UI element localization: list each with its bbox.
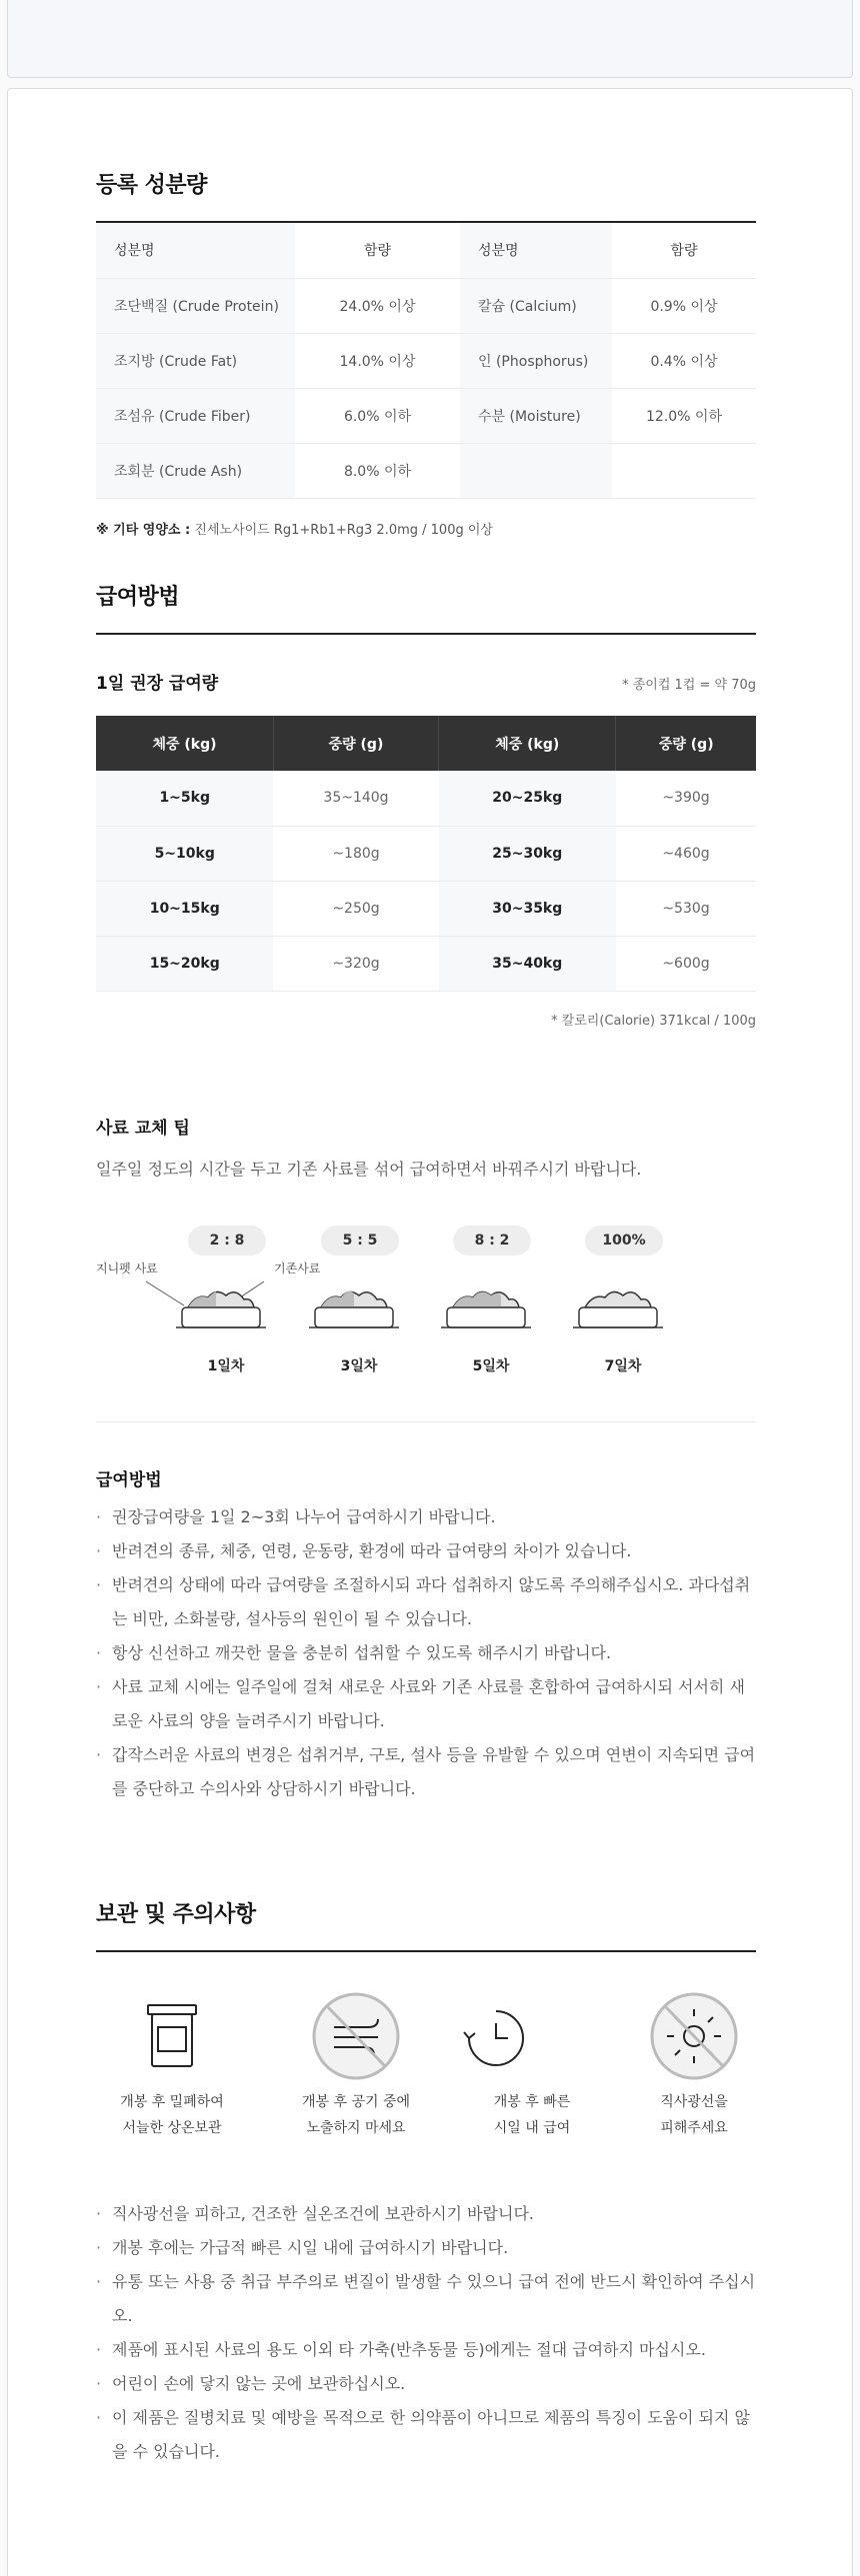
amount-cell: ~320g <box>273 936 438 991</box>
nutrient-value: 14.0% 이상 <box>295 333 460 388</box>
label-line: 노출하지 마세요 <box>306 2120 406 2136</box>
storage-section <box>96 1897 756 1952</box>
composition-section <box>96 168 756 538</box>
bowl-day1-icon <box>176 1291 266 1327</box>
bowl-day3-icon <box>309 1291 399 1327</box>
table-row <box>96 881 756 936</box>
storage-title: 보관 및 주의사항 <box>96 1902 256 1927</box>
list-item: · 갑작스러운 사료의 변경은 섭취거부, 구토, 설사 등을 유발할 수 있으며 연변이 지속되면 급여를 중단하고 수의사와 상담하시기 바랍니다. <box>96 1738 756 1806</box>
nutrient-value: 0.4% 이상 <box>612 333 756 388</box>
list-item: · 직사광선을 피하고, 건조한 실온조건에 보관하시기 바랍니다. <box>96 2197 756 2231</box>
previous-section-card <box>7 0 853 78</box>
weight-cell: 15~20kg <box>96 936 273 991</box>
feeding-section <box>96 580 756 1029</box>
storage-list <box>96 2197 756 2469</box>
amount-cell: ~250g <box>273 881 438 936</box>
header-cell: 성분명 <box>460 223 612 278</box>
nutrient-name: 조회분 (Crude Ash) <box>96 443 295 498</box>
storage-icon-label <box>452 2089 612 2141</box>
list-item: · 반려견의 상태에 따라 급여량을 조절하시되 과다 섭취하지 않도록 주의해주십시오. 과다섭취는 비만, 소화불량, 설사등의 원인이 될 수 있습니다. <box>96 1568 756 1636</box>
table-row <box>96 443 756 498</box>
nutrient-value <box>612 443 756 498</box>
table-row <box>96 278 756 333</box>
composition-title: 등록 성분량 <box>96 173 207 198</box>
note-value: 진세노사이드 Rg1+Rb1+Rg3 2.0mg / 100g 이상 <box>194 522 493 538</box>
amount-cell: ~390g <box>616 771 756 826</box>
feeding-rule <box>96 633 756 635</box>
other-nutrients-note <box>96 519 756 538</box>
switch-tip-description: 일주일 정도의 시간을 두고 기존 사료를 섞어 급여하면서 바꿔주시기 바랍니다. <box>96 1160 642 1179</box>
weight-cell: 20~25kg <box>439 771 616 826</box>
daily-amount-header <box>96 669 756 694</box>
feeding-header-row <box>96 716 756 771</box>
table-row <box>96 826 756 881</box>
storage-icon-label <box>92 2089 252 2141</box>
table-row <box>96 936 756 991</box>
composition-header-row <box>96 223 756 278</box>
day-label: 5일차 <box>472 1358 510 1374</box>
header-cell: 성분명 <box>96 223 295 278</box>
pointer-line-new <box>146 1282 184 1305</box>
amount-cell: ~600g <box>616 936 756 991</box>
nutrient-name: 조지방 (Crude Fat) <box>96 333 295 388</box>
storage-icon-label <box>614 2089 774 2141</box>
header-cell: 중량 (g) <box>616 716 756 771</box>
label-line: 직사광선을 <box>660 2094 728 2110</box>
table-row <box>96 771 756 826</box>
header-cell: 함량 <box>612 223 756 278</box>
calorie-note: * 칼로리(Calorie) 371kcal / 100g <box>551 1013 756 1029</box>
nutrient-value: 24.0% 이상 <box>295 278 460 333</box>
label-old-food: 기존사료 <box>274 1262 321 1276</box>
table-row <box>96 388 756 443</box>
label-new-food: 지니펫 사료 <box>96 1262 158 1276</box>
table-row <box>96 333 756 388</box>
section-divider <box>96 1421 756 1422</box>
weight-cell: 30~35kg <box>439 881 616 936</box>
weight-cell: 25~30kg <box>439 826 616 881</box>
nutrient-name: 조섬유 (Crude Fiber) <box>96 388 295 443</box>
storage-icon-label <box>276 2089 436 2141</box>
feeding-title: 급여방법 <box>96 585 180 610</box>
label-line: 개봉 후 밀폐하여 <box>120 2094 224 2110</box>
ratio-pill: 8 : 2 <box>453 1226 531 1256</box>
no-sunlight-icon <box>652 1994 736 2078</box>
nutrient-name: 수분 (Moisture) <box>460 388 612 443</box>
amount-cell: ~460g <box>616 826 756 881</box>
header-cell: 함량 <box>295 223 460 278</box>
ratio-pill: 100% <box>585 1226 663 1256</box>
bowl-day5-icon <box>441 1291 531 1327</box>
label-line: 개봉 후 공기 중에 <box>301 2094 411 2110</box>
daily-amount-title: 1일 권장 급여량 <box>96 674 219 694</box>
nutrient-value: 12.0% 이하 <box>612 388 756 443</box>
amount-cell: 35~140g <box>273 771 438 826</box>
nutrient-value: 6.0% 이하 <box>295 388 460 443</box>
cup-note: * 종이컵 1컵 = 약 70g <box>622 678 756 693</box>
storage-notes <box>96 2197 756 2469</box>
bowl-day7-icon <box>573 1291 663 1327</box>
label-line: 개봉 후 빠른 <box>493 2094 571 2110</box>
day-label: 7일차 <box>604 1358 642 1374</box>
feeding-table <box>96 716 756 992</box>
list-item: · 유통 또는 사용 중 취급 부주의로 변질이 발생할 수 있으니 급여 전에 반드시 확인하여 주십시오. <box>96 2265 756 2333</box>
amount-cell: ~180g <box>273 826 438 881</box>
list-item: · 어린이 손에 닿지 않는 곳에 보관하십시오. <box>96 2367 756 2401</box>
label-line: 시일 내 급여 <box>493 2120 571 2136</box>
ratio-pill: 2 : 8 <box>188 1226 266 1256</box>
nutrient-name: 칼슘 (Calcium) <box>460 278 612 333</box>
nutrient-name <box>460 443 612 498</box>
storage-rule <box>96 1950 756 1952</box>
weight-cell: 10~15kg <box>96 881 273 936</box>
weight-cell: 35~40kg <box>439 936 616 991</box>
day-label: 1일차 <box>207 1358 245 1374</box>
ratio-pill: 5 : 5 <box>321 1226 399 1256</box>
nutrient-value: 8.0% 이하 <box>295 443 460 498</box>
header-cell: 체중 (kg) <box>96 716 273 771</box>
list-item: · 제품에 표시된 사료의 용도 이외 타 가축(반추동물 등)에게는 절대 급여하지 마십시오. <box>96 2333 756 2367</box>
food-bowls-illustration <box>96 1264 756 1343</box>
nutrient-name: 조단백질 (Crude Protein) <box>96 278 295 333</box>
sealed-container-icon <box>148 2005 196 2066</box>
header-cell: 중량 (g) <box>273 716 438 771</box>
weight-cell: 5~10kg <box>96 826 273 881</box>
nutrient-name: 인 (Phosphorus) <box>460 333 612 388</box>
label-line: 서늘한 상온보관 <box>122 2120 222 2136</box>
header-cell: 체중 (kg) <box>439 716 616 771</box>
method-list <box>96 1500 756 1806</box>
amount-cell: ~530g <box>616 881 756 936</box>
switch-tip-title: 사료 교체 팁 <box>96 1119 190 1139</box>
list-item: · 항상 신선하고 깨끗한 물을 충분히 섭취할 수 있도록 해주시기 바랍니다. <box>96 1636 756 1670</box>
no-air-icon <box>314 1994 398 2078</box>
list-item: · 개봉 후에는 가급적 빠른 시일 내에 급여하시기 바랍니다. <box>96 2231 756 2265</box>
weight-cell: 1~5kg <box>96 771 273 826</box>
clock-icon <box>464 2011 523 2065</box>
storage-icons <box>96 1989 756 2089</box>
day-label: 3일차 <box>340 1358 378 1374</box>
list-item: · 반려견의 종류, 체중, 연령, 운동량, 환경에 따라 급여량의 차이가 있습니다. <box>96 1534 756 1568</box>
list-item: · 권장급여량을 1일 2~3회 나누어 급여하시기 바랍니다. <box>96 1500 756 1534</box>
method-title: 급여방법 <box>96 1470 162 1490</box>
list-item: · 사료 교체 시에는 일주일에 걸쳐 새로운 사료와 기존 사료를 혼합하여 급여하시되 서서히 새로운 사료의 양을 늘려주시기 바랍니다. <box>96 1670 756 1738</box>
method-section <box>96 1465 756 1806</box>
list-item: · 이 제품은 질병치료 및 예방을 목적으로 한 의약품이 아니므로 제품의 특징이 도움이 되지 않을 수 있습니다. <box>96 2401 756 2469</box>
nutrient-value: 0.9% 이상 <box>612 278 756 333</box>
composition-table <box>96 223 756 499</box>
note-label: ※ 기타 영양소 : <box>96 522 191 538</box>
label-line: 피해주세요 <box>660 2120 728 2136</box>
switch-tip-section <box>96 1114 756 1433</box>
